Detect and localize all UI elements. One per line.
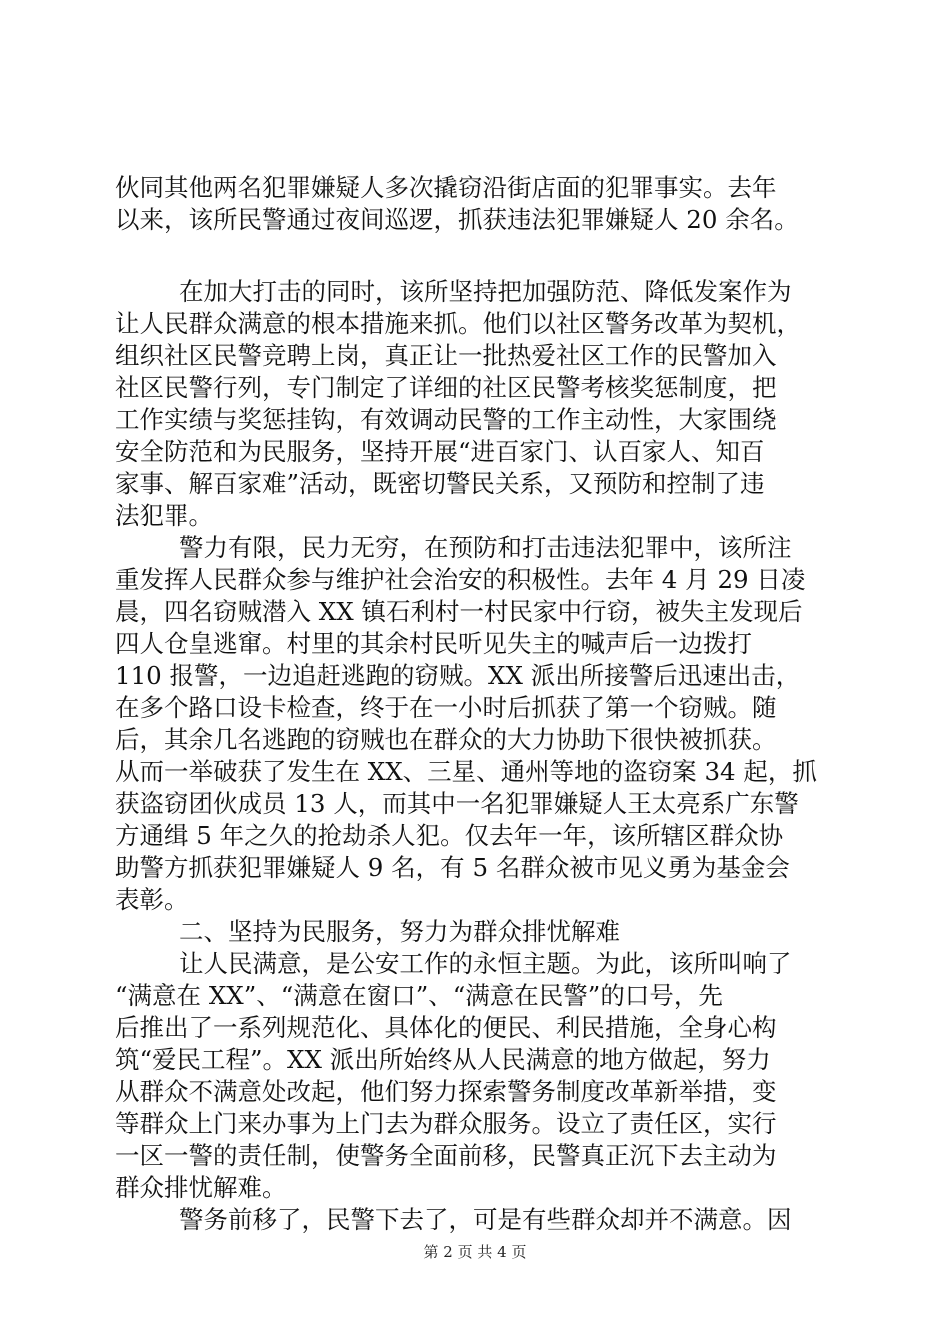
text-line: 从而一举破获了发生在 XX、三星、通州等地的盗窃案 34 起，抓 xyxy=(115,757,817,786)
text-line: 晨，四名窃贼潜入 XX 镇石利村一村民家中行窃，被失主发现后 xyxy=(115,597,803,626)
paragraph-gap xyxy=(115,236,850,276)
text-line: 工作实绩与奖惩挂钩，有效调动民警的工作主动性，大家围绕 xyxy=(115,405,777,434)
text-line: “满意在 XX”、“满意在窗口”、“满意在民警”的口号，先 xyxy=(115,981,723,1010)
text-line: 四人仓皇逃窜。村里的其余村民听见失主的喊声后一边拨打 xyxy=(115,629,752,658)
text-line: 家事、解百家难”活动，既密切警民关系，又预防和控制了违 xyxy=(115,469,765,498)
text-line: 表彰。 xyxy=(115,885,189,914)
text-line: 以来，该所民警通过夜间巡逻，抓获违法犯罪嫌疑人 20 余名。 xyxy=(115,205,799,234)
text-line: 社区民警行列，专门制定了详细的社区民警考核奖惩制度，把 xyxy=(115,373,777,402)
text-line: 后，其余几名逃跑的窃贼也在群众的大力协助下很快被抓获。 xyxy=(115,725,777,754)
paragraph-2 xyxy=(115,276,850,532)
text-line: 伙同其他两名犯罪嫌疑人多次撬窃沿街店面的犯罪事实。去年 xyxy=(115,173,777,202)
text-line: 群众排忧解难。 xyxy=(115,1173,287,1202)
section-heading: 二、坚持为民服务，努力为群众排忧解难 xyxy=(179,917,620,946)
text-line: 让人民群众满意的根本措施来抓。他们以社区警务改革为契机， xyxy=(115,309,801,338)
paragraph-1 xyxy=(115,172,850,236)
paragraph-4 xyxy=(115,948,850,1204)
paragraph-5 xyxy=(115,1204,850,1236)
text-line: 警务前移了，民警下去了，可是有些群众却并不满意。因 xyxy=(179,1205,792,1234)
text-line: 筑“爱民工程”。XX 派出所始终从人民满意的地方做起，努力 xyxy=(115,1045,771,1074)
paragraph-3 xyxy=(115,532,850,916)
text-line: 让人民满意，是公安工作的永恒主题。为此，该所叫响了 xyxy=(179,949,792,978)
text-line: 警力有限，民力无穷，在预防和打击违法犯罪中，该所注 xyxy=(179,533,792,562)
page-footer: 第 2 页 共 4 页 xyxy=(423,1243,527,1261)
text-line: 助警方抓获犯罪嫌疑人 9 名，有 5 名群众被市见义勇为基金会 xyxy=(115,853,790,882)
text-line: 在加大打击的同时，该所坚持把加强防范、降低发案作为 xyxy=(179,277,792,306)
document-body xyxy=(115,172,850,1236)
text-line: 组织社区民警竞聘上岗，真正让一批热爱社区工作的民警加入 xyxy=(115,341,777,370)
text-line: 安全防范和为民服务，坚持开展“进百家门、认百家人、知百 xyxy=(115,437,765,466)
text-line: 后推出了一系列规范化、具体化的便民、利民措施，全身心构 xyxy=(115,1013,777,1042)
text-line: 110 报警，一边追赶逃跑的窃贼。XX 派出所接警后迅速出击， xyxy=(115,661,801,690)
text-line: 重发挥人民群众参与维护社会治安的积极性。去年 4 月 29 日凌 xyxy=(115,565,806,594)
text-line: 获盗窃团伙成员 13 人，而其中一名犯罪嫌疑人王太亮系广东警 xyxy=(115,789,799,818)
text-line: 法犯罪。 xyxy=(115,501,213,530)
text-line: 在多个路口设卡检查，终于在一小时后抓获了第一个窃贼。随 xyxy=(115,693,777,722)
text-line: 从群众不满意处改起，他们努力探索警务制度改革新举措，变 xyxy=(115,1077,777,1106)
text-line: 方通缉 5 年之久的抢劫杀人犯。仅去年一年，该所辖区群众协 xyxy=(115,821,784,850)
text-line: 一区一警的责任制，使警务全面前移，民警真正沉下去主动为 xyxy=(115,1141,777,1170)
text-line: 等群众上门来办事为上门去为群众服务。设立了责任区，实行 xyxy=(115,1109,777,1138)
